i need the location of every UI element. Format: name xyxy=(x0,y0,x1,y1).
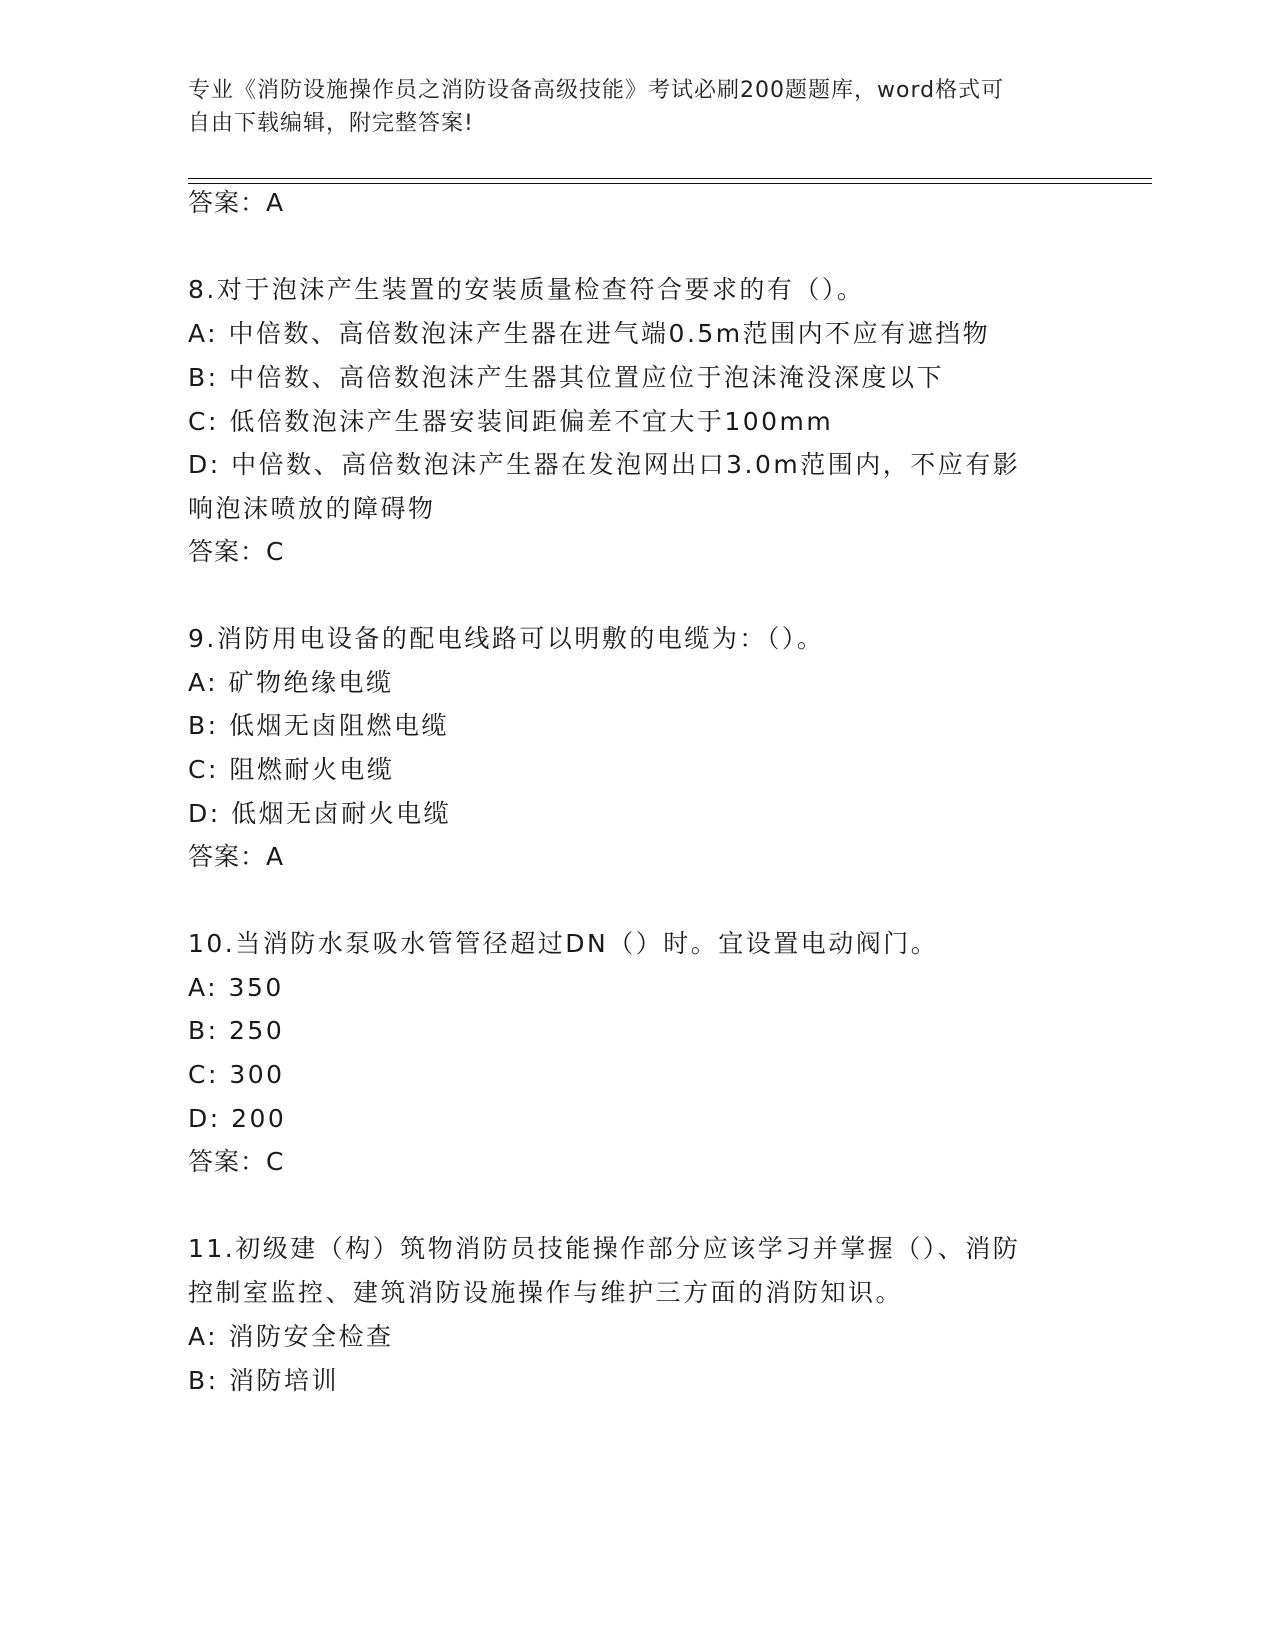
option-d: D: 低烟无卤耐火电缆 xyxy=(188,799,452,828)
option-a: A: 350 xyxy=(188,973,284,1002)
question-stem: 11.初级建（构）筑物消防员技能操作部分应该学习并掌握（）、消防 xyxy=(188,1234,1021,1263)
question-stem: 8.对于泡沫产生装置的安装质量检查符合要求的有（）。 xyxy=(188,275,865,304)
answer-line: 答案：C xyxy=(188,537,285,566)
option-c: C: 低倍数泡沫产生器安装间距偏差不宜大于100mm xyxy=(188,407,834,436)
option-b: B: 250 xyxy=(188,1016,285,1045)
header-divider-top xyxy=(188,178,1152,179)
answer-line: 答案：A xyxy=(188,188,285,217)
header-line-2: 自由下载编辑，附完整答案! xyxy=(188,111,474,136)
answer-line: 答案：A xyxy=(188,842,285,871)
answer-line: 答案：C xyxy=(188,1147,285,1176)
option-b: B: 中倍数、高倍数泡沫产生器其位置应位于泡沫淹没深度以下 xyxy=(188,363,945,392)
option-a: A: 消防安全检查 xyxy=(188,1322,394,1351)
document-header xyxy=(188,74,1088,140)
question-stem: 10.当消防水泵吸水管管径超过DN（）时。宜设置电动阀门。 xyxy=(188,929,939,958)
question-stem: 9.消防用电设备的配电线路可以明敷的电缆为：（）。 xyxy=(188,624,825,653)
option-a: A: 中倍数、高倍数泡沫产生器在进气端0.5m范围内不应有遮挡物 xyxy=(188,319,991,348)
option-a: A: 矿物绝缘电缆 xyxy=(188,668,394,697)
option-b: B: 低烟无卤阻燃电缆 xyxy=(188,711,450,740)
question-stem-continued: 控制室监控、建筑消防设施操作与维护三方面的消防知识。 xyxy=(188,1278,904,1307)
option-b: B: 消防培训 xyxy=(188,1366,340,1395)
header-divider-bottom xyxy=(188,183,1152,184)
option-d: D: 中倍数、高倍数泡沫产生器在发泡网出口3.0m范围内，不应有影 xyxy=(188,450,1021,479)
option-d: D: 200 xyxy=(188,1104,287,1133)
option-d-continued: 响泡沫喷放的障碍物 xyxy=(188,494,436,523)
option-c: C: 300 xyxy=(188,1060,285,1089)
option-c: C: 阻燃耐火电缆 xyxy=(188,755,395,784)
header-line-1: 专业《消防设施操作员之消防设备高级技能》考试必刷200题题库，word格式可 xyxy=(188,78,1005,103)
